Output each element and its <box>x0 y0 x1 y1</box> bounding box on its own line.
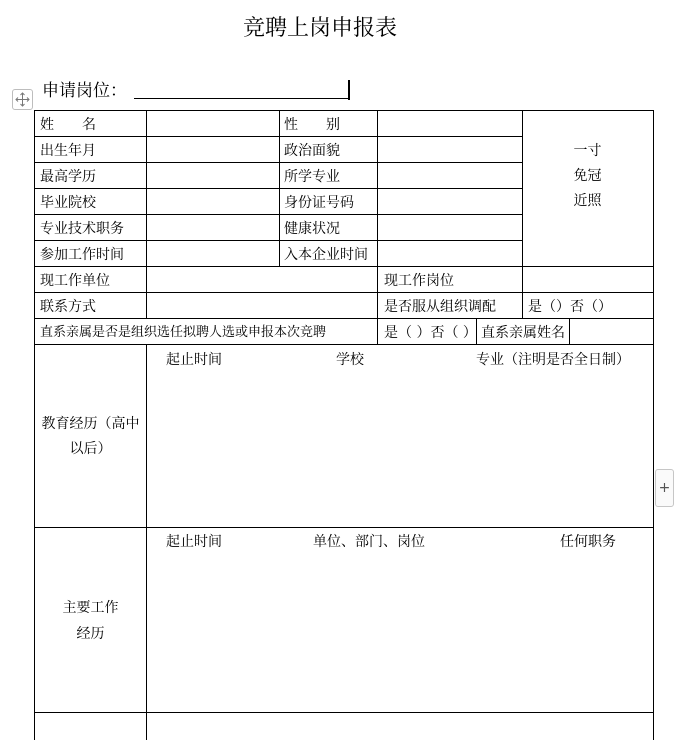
education-label-line2: 以后） <box>69 441 112 457</box>
add-row-button[interactable] <box>655 469 674 507</box>
photo-label-line3: 近照 <box>573 193 602 209</box>
row-line <box>34 136 522 137</box>
birth-label: 出生年月 <box>40 143 96 159</box>
education-col-major: 专业（注明是否全日制） <box>476 352 630 368</box>
work-label-line1: 主要工作 <box>62 600 119 616</box>
current-post-label: 现工作岗位 <box>384 273 454 289</box>
work-label-line2: 经历 <box>76 626 105 642</box>
relatives-options[interactable]: 是（ ）否（ ） <box>384 325 477 341</box>
gender-label: 性 别 <box>284 117 340 133</box>
school-label: 毕业院校 <box>40 195 96 211</box>
political-label: 政治面貌 <box>284 143 340 159</box>
table-border-right <box>653 110 654 740</box>
row-line <box>34 240 522 241</box>
move-handle-icon <box>13 90 32 109</box>
apply-position-label: 申请岗位： <box>42 81 127 101</box>
obey-assign-options[interactable]: 是（）否（） <box>528 299 612 315</box>
apply-position-field[interactable] <box>134 98 348 99</box>
text-cursor <box>348 80 350 100</box>
row-line <box>34 162 522 163</box>
work-col-position: 任何职务 <box>560 534 616 550</box>
photo-label-line2: 免冠 <box>573 168 602 184</box>
row-line <box>34 527 654 528</box>
col-line <box>377 266 378 344</box>
row-line <box>34 266 654 267</box>
education-col-school: 学校 <box>336 352 364 368</box>
table-move-handle[interactable] <box>12 89 33 110</box>
col-line <box>569 318 570 344</box>
row-line <box>34 292 654 293</box>
join-company-label: 入本企业时间 <box>284 247 368 263</box>
row-line <box>34 344 654 345</box>
document-title: 竞聘上岗申报表 <box>242 16 397 41</box>
degree-label: 最高学历 <box>40 169 96 185</box>
work-col-period: 起止时间 <box>166 534 222 550</box>
col-line <box>522 110 523 318</box>
education-label-line1: 教育经历（高中 <box>41 416 140 432</box>
col-line <box>146 110 147 318</box>
add-row-icon: + <box>658 480 671 496</box>
col-line <box>146 344 147 740</box>
education-col-period: 起止时间 <box>166 352 222 368</box>
health-label: 健康状况 <box>284 221 340 237</box>
table-border-top <box>34 110 654 111</box>
relatives-name-label: 直系亲属姓名 <box>481 325 565 341</box>
work-col-unit: 单位、部门、岗位 <box>313 534 425 550</box>
row-line <box>34 214 522 215</box>
photo-label-line1: 一寸 <box>573 143 602 159</box>
row-line <box>34 318 654 319</box>
current-unit-label: 现工作单位 <box>40 273 110 289</box>
row-line <box>34 188 522 189</box>
title-duty-label: 专业技术职务 <box>40 221 124 237</box>
major-label: 所学专业 <box>284 169 340 185</box>
row-line <box>34 712 654 713</box>
col-line <box>279 110 280 266</box>
work-start-label: 参加工作时间 <box>40 247 124 263</box>
contact-label: 联系方式 <box>40 299 96 315</box>
obey-assign-label: 是否服从组织调配 <box>384 299 496 315</box>
name-label: 姓 名 <box>40 117 96 133</box>
relatives-question-label: 直系亲属是否是组织选任拟聘人选或申报本次竞聘 <box>40 325 327 340</box>
id-number-label: 身份证号码 <box>284 195 354 211</box>
col-line <box>377 110 378 266</box>
